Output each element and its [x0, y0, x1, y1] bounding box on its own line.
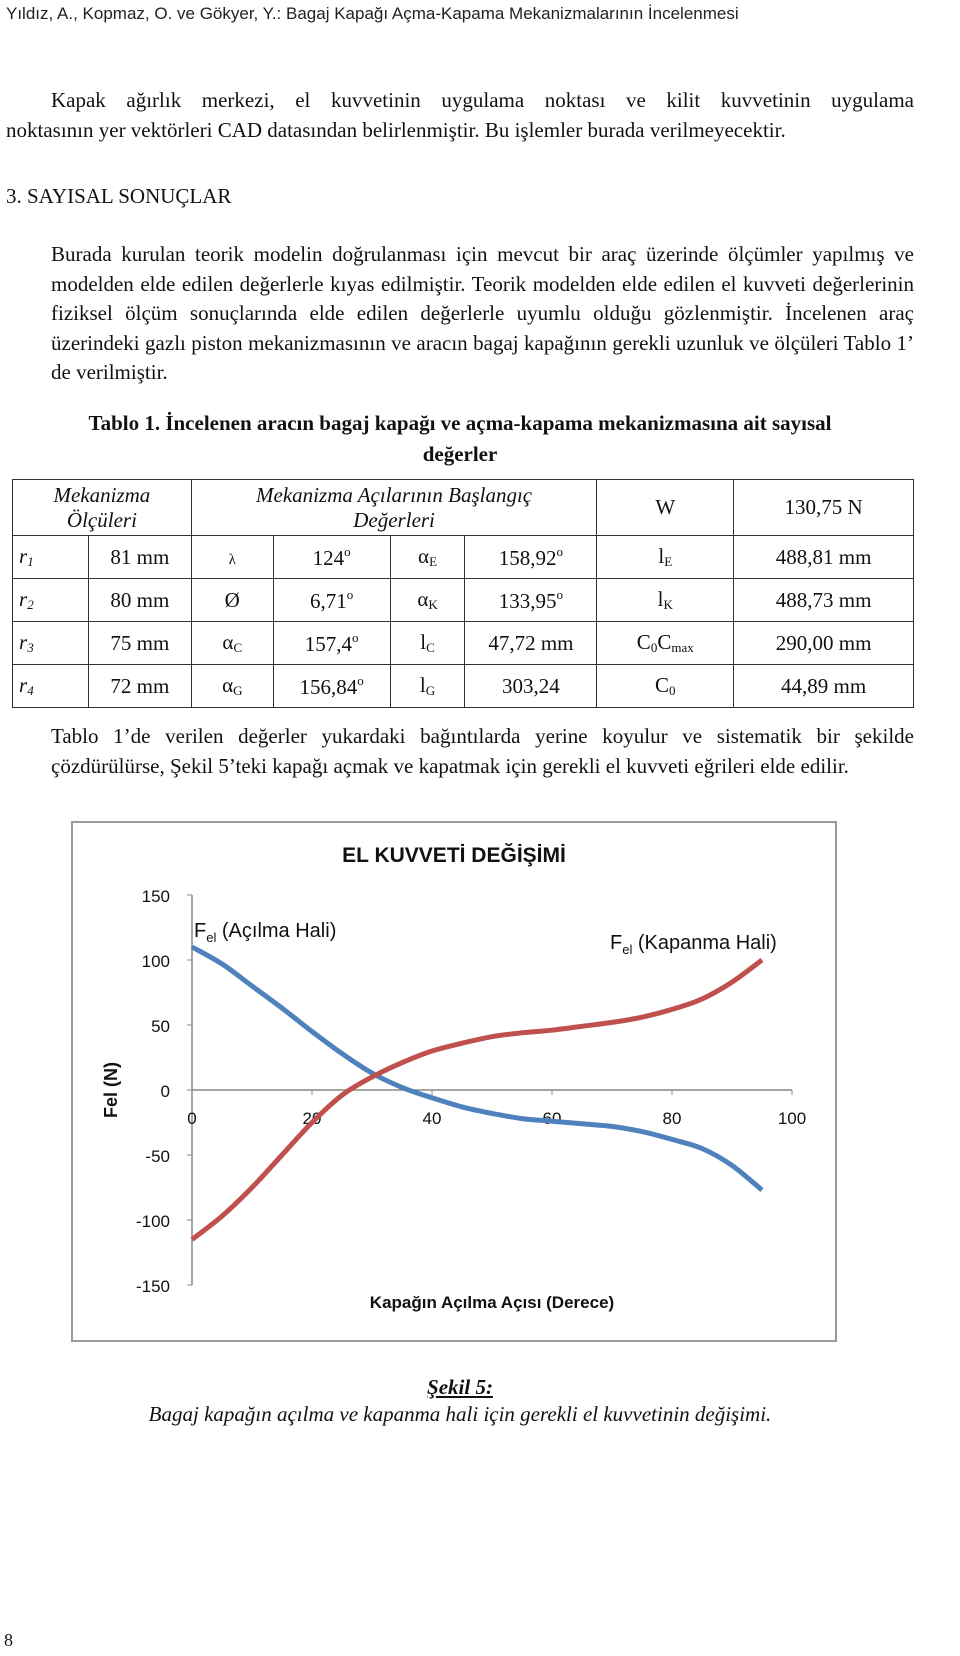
row-length: 72 mm: [88, 665, 191, 708]
header-angles-line-1: Mekanizma Açılarının Başlangıç: [256, 482, 533, 507]
y-tick-label: -150: [135, 1277, 170, 1296]
length-value-2: 47,72 mm: [465, 622, 597, 665]
y-tick-label: 0: [160, 1082, 170, 1101]
row-symbol: $r_3$: [13, 622, 89, 665]
y-tick-label: 150: [141, 887, 170, 906]
angle-symbol-2: $\alpha_K$: [390, 579, 465, 622]
y-tick-label: 50: [151, 1017, 170, 1036]
header-mechanism-line-1: Mekanizma: [53, 482, 151, 507]
paragraph-1-line-1: Kapak ağırlık merkezi, el kuvvetinin uygulama noktası ve kilit kuvvetinin uygulama: [51, 88, 914, 112]
x-tick-label: 20: [302, 1109, 322, 1128]
paragraph-2-text: Burada kurulan teorik modelin doğrulanması için mevcut bir araç üzerinde ölçümler yapılmış ve modelden elde edilen değerlerle kıyas edilmiştir. Teorik modelden elde edilen el kuvveti değerlerinin fiziksel ölçüm sonuçlarında elde edilen değerlerle uyumlu olduğu gözlenmiştir. İncelenen araç üzerindeki gazlı piston mekanizmasının ve aracın bagaj kapağının gerekli uzunluk ve ölçüleri Tablo 1’ de verilmiştir.: [51, 242, 914, 384]
x-tick-label: 100: [777, 1109, 807, 1128]
chart-title: EL KUVVETİ DEĞİŞİMİ: [342, 844, 566, 867]
row-length: 75 mm: [88, 622, 191, 665]
series-label-closing: $F_{el}$ (Kapanma Hali): [610, 932, 777, 957]
section-title: 3. SAYISAL SONUÇLAR: [6, 184, 232, 208]
length-value-2: 303,24: [465, 665, 597, 708]
angle-value: 156,84$^o$: [273, 665, 390, 708]
x-tick-label: 0: [187, 1109, 197, 1128]
row-symbol: $r_1$: [13, 536, 89, 579]
y-tick-label: 100: [141, 952, 170, 971]
length-value: 488,73 mm: [734, 579, 914, 622]
spring-symbol: $C_0C_{max}$: [597, 622, 734, 665]
row-length: 80 mm: [88, 579, 191, 622]
y-axis-label: Fel (N): [101, 1062, 121, 1118]
angle-symbol: Ø: [191, 579, 273, 622]
length-symbol-2: $l_G$: [390, 665, 465, 708]
angle-symbol-2: $\alpha_E$: [390, 536, 465, 579]
paragraph-1-line-2: noktasının yer vektörleri CAD datasından belirlenmiştir. Bu işlemler burada verilmeyecektir.: [6, 117, 786, 142]
angle-value: 124$^o$: [273, 536, 390, 579]
angle-value-2: 133,95$^o$: [465, 579, 597, 622]
x-tick-label: 40: [422, 1109, 442, 1128]
length-symbol-2: $l_C$: [390, 622, 465, 665]
y-tick-label: -50: [145, 1147, 170, 1166]
length-symbol: $l_E$: [597, 536, 734, 579]
chart-frame: [72, 822, 836, 1341]
angle-symbol: $\alpha_C$: [191, 622, 273, 665]
spring-value: 290,00 mm: [734, 622, 914, 665]
page-number: 8: [4, 1630, 13, 1650]
table-caption-line-2: değerler: [422, 442, 498, 466]
x-axis-label: Kapağın Açılma Açısı (Derece): [369, 1293, 615, 1312]
paragraph-3-text: Tablo 1’de verilen değerler yukardaki bağıntılarda yerine koyulur ve sistematik bir şekilde çözdürülürse, Şekil 5’teki kapağı açmak ve kapatmak için gerekli el kuvveti eğrileri elde edilir.: [51, 724, 914, 778]
y-tick-label: -100: [135, 1212, 170, 1231]
length-value: 488,81 mm: [734, 536, 914, 579]
figure-caption: Bagaj kapağın açılma ve kapanma hali için gerekli el kuvvetinin değişimi.: [148, 1402, 772, 1426]
row-symbol: $r_2$: [13, 579, 89, 622]
length-symbol: $l_K$: [597, 579, 734, 622]
angle-value-2: 158,92$^o$: [465, 536, 597, 579]
spring-symbol: $C_0$: [597, 665, 734, 708]
header-w-value: 130,75 N: [734, 480, 914, 536]
figure-title: Şekil 5:: [427, 1375, 493, 1399]
table-caption-line-1: Tablo 1. İncelenen aracın bagaj kapağı ve açma-kapama mekanizmasına ait sayısal: [88, 411, 832, 435]
header-w: W: [597, 480, 734, 536]
row-symbol: $r_4$: [13, 665, 89, 708]
header-mechanism-line-2: Ölçüleri: [66, 507, 137, 532]
angle-value: 6,71$^o$: [273, 579, 390, 622]
angle-symbol: λ: [191, 536, 273, 579]
angle-symbol: $\alpha_G$: [191, 665, 273, 708]
header-angles-line-2: Değerleri: [353, 507, 435, 532]
running-header: Yıldız, A., Kopmaz, O. ve Gökyer, Y.: Bagaj Kapağı Açma-Kapama Mekanizmalarının İncelenmesi: [6, 4, 739, 23]
series-label-opening: $F_{el}$ (Açılma Hali): [194, 920, 337, 945]
x-tick-label: 60: [542, 1109, 562, 1128]
angle-value: 157,4$^o$: [273, 622, 390, 665]
row-length: 81 mm: [88, 536, 191, 579]
x-tick-label: 80: [662, 1109, 682, 1128]
spring-value: 44,89 mm: [734, 665, 914, 708]
